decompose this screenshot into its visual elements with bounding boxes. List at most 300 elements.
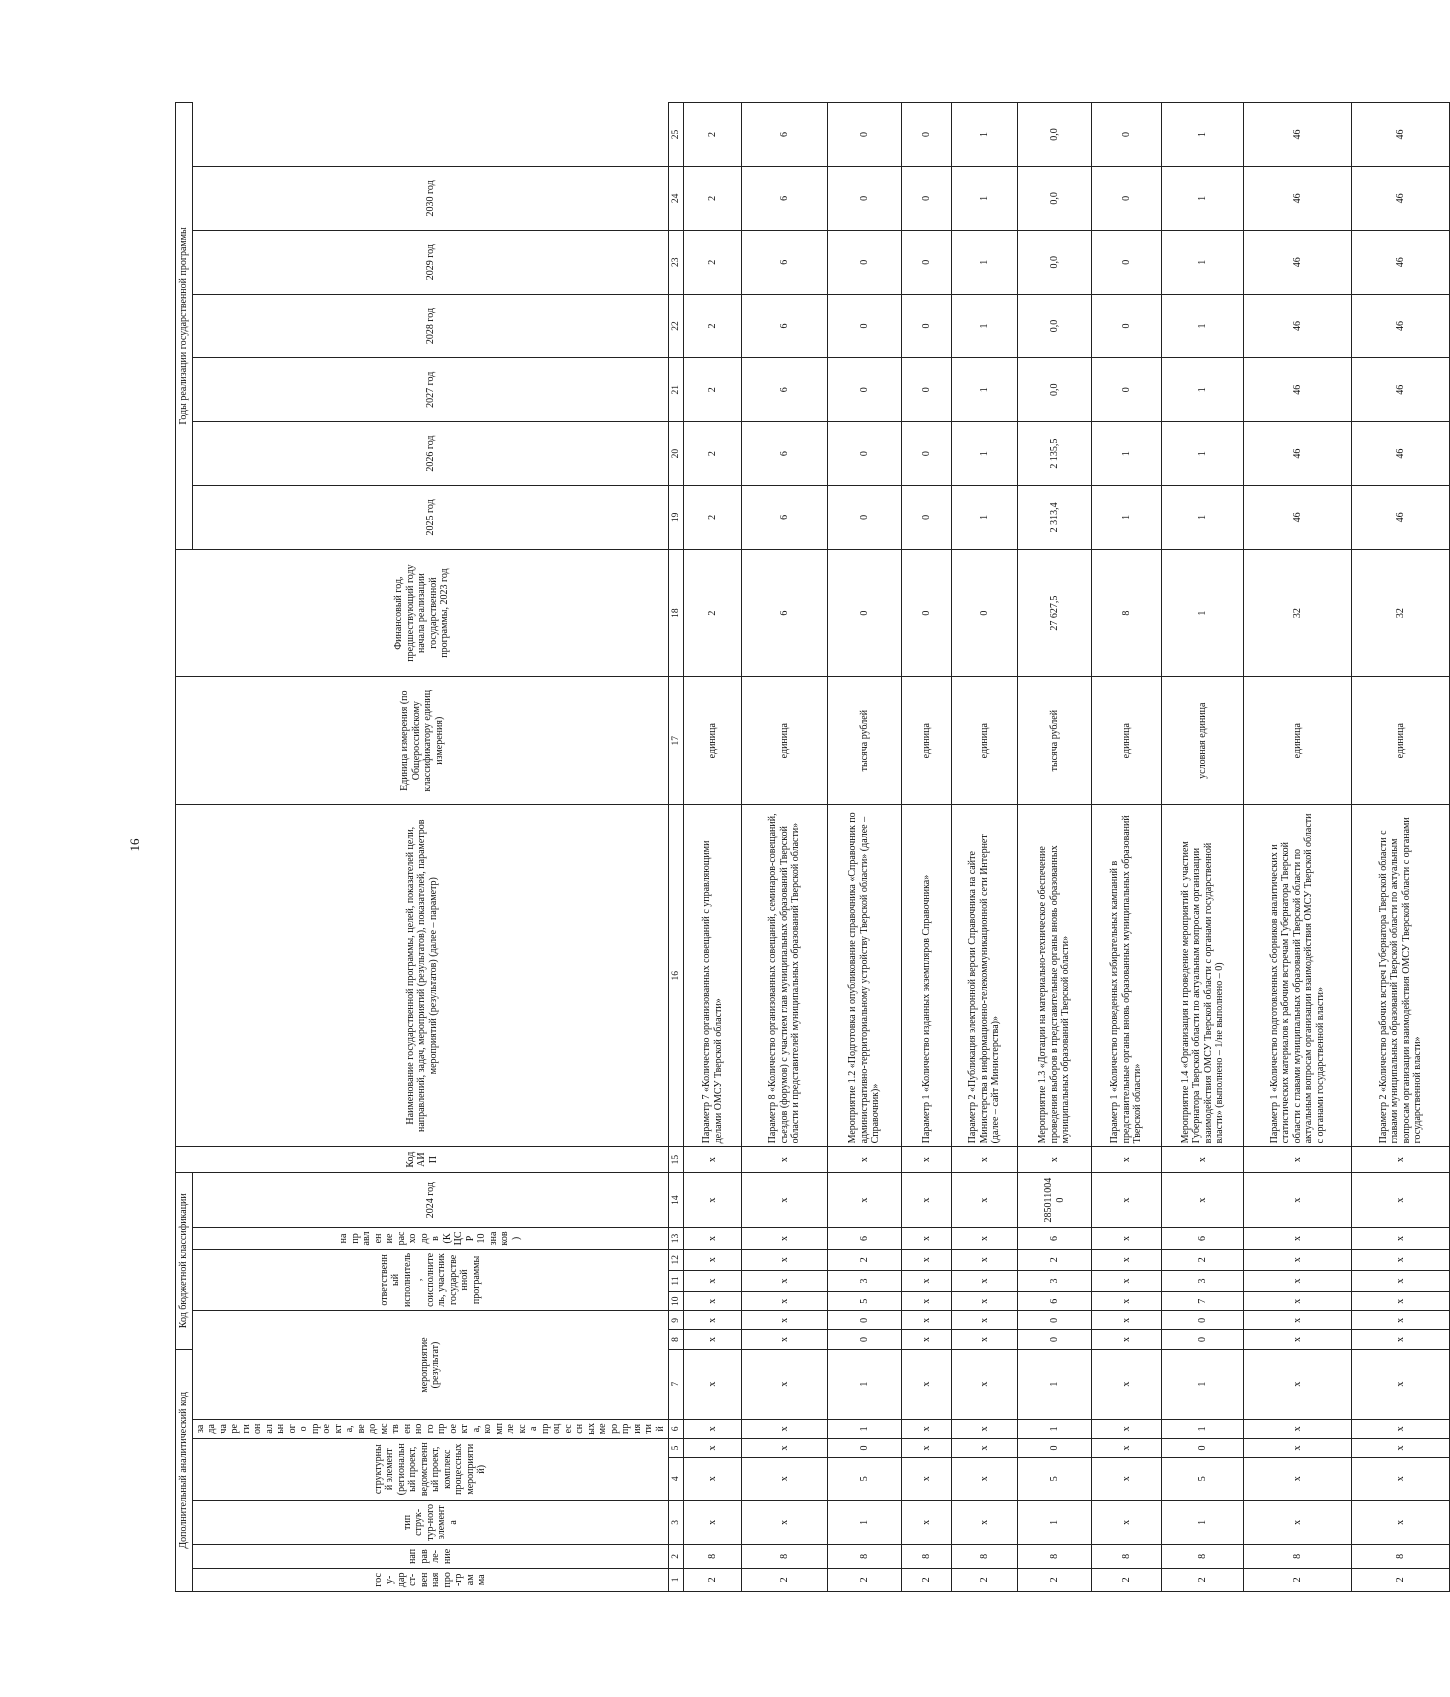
code-cell: 6: [828, 1228, 902, 1249]
code-cell: 1: [828, 1419, 902, 1438]
code-cell: х: [684, 1438, 742, 1457]
code-cell: х: [742, 1438, 828, 1457]
row-name: Мероприятие 1.4 «Организация и проведение мероприятий с участием Губернатора Тверской области по актуальным вопросам организации взаимодействия ОМСУ Тверской области с органами государственной власти» (выполнено – 1/не выполнено – 0): [1162, 804, 1244, 1146]
code-cell: х: [902, 1330, 952, 1349]
row-unit: условная единица: [1162, 677, 1244, 805]
code-cell: х: [742, 1330, 828, 1349]
row-fin-2023: 32: [1352, 549, 1450, 677]
code-cell: х: [952, 1270, 1018, 1291]
year-value: 0: [1092, 103, 1162, 167]
code-cell: 8: [902, 1545, 952, 1568]
table-row: [952, 103, 1018, 1592]
year-value: 1: [1092, 485, 1162, 549]
code-cell: х: [742, 1270, 828, 1291]
code-cell: 6: [1162, 1228, 1244, 1249]
year-value: 0: [1092, 294, 1162, 358]
code-cell: х: [1352, 1292, 1450, 1311]
code-cell: х: [684, 1292, 742, 1311]
column-number: 21: [669, 358, 684, 422]
rotated-table-wrapper: [175, 102, 1423, 1592]
code-cell: х: [1092, 1311, 1162, 1330]
year-value: 46: [1244, 166, 1352, 230]
year-value: 6: [742, 422, 828, 486]
year-value: 0,0: [1018, 103, 1092, 167]
code-cell: 2: [1352, 1568, 1450, 1591]
column-number: 14: [669, 1172, 684, 1227]
year-value: 1: [1162, 230, 1244, 294]
code-cell: 0: [828, 1330, 902, 1349]
code-cell: х: [684, 1228, 742, 1249]
year-value: 0: [828, 422, 902, 486]
code-cell: 1: [1018, 1349, 1092, 1419]
code-cell: 1: [1018, 1419, 1092, 1438]
code-cell: 2: [902, 1568, 952, 1591]
column-number: 3: [669, 1500, 684, 1545]
column-number: 15: [669, 1147, 684, 1173]
code-cell: 8: [1092, 1545, 1162, 1568]
table-row: [1018, 103, 1092, 1592]
year-value: 6: [742, 166, 828, 230]
row-name: Параметр 1 «Количество изданных экземпляров Справочника»: [902, 804, 952, 1146]
row-unit: единица: [1352, 677, 1450, 805]
code-cell: х: [952, 1349, 1018, 1419]
code-cell: 0: [828, 1311, 902, 1330]
code-cell: х: [1092, 1349, 1162, 1419]
code-cell: 2850110040: [1018, 1172, 1092, 1227]
code-cell: х: [1092, 1292, 1162, 1311]
code-cell: х: [1244, 1270, 1352, 1291]
code-cell: х: [1352, 1228, 1450, 1249]
code-cell: х: [1352, 1172, 1450, 1227]
year-value: 46: [1244, 103, 1352, 167]
header-tip: тип струк-тур-ного элемента: [192, 1500, 669, 1545]
row-fin-2023: 32: [1244, 549, 1352, 677]
row-unit: единица: [1244, 677, 1352, 805]
header-name: Наименование государственной программы, целей, показателей цели, направлений, задач, мероприятий (результатов), показателей, параметров мероприятий (результатов) (далее – параметр): [176, 804, 669, 1146]
code-cell: 5: [1018, 1458, 1092, 1501]
code-cell: х: [952, 1330, 1018, 1349]
code-cell: х: [902, 1500, 952, 1545]
code-cell: 8: [828, 1545, 902, 1568]
code-cell: х: [902, 1249, 952, 1270]
year-value: 6: [742, 294, 828, 358]
code-cell: 0: [1162, 1330, 1244, 1349]
year-value: 2 313,4: [1018, 485, 1092, 549]
code-cell: х: [1352, 1249, 1450, 1270]
code-cell: 8: [952, 1545, 1018, 1568]
code-cell: 0: [1018, 1438, 1092, 1457]
code-cell: х: [684, 1311, 742, 1330]
code-cell: х: [742, 1311, 828, 1330]
header-zadacha: задача регионального проекта, ведомственного проекта, комплекса процессных мероприятий: [192, 1419, 669, 1438]
header-year-2029: 2029 год: [192, 230, 669, 294]
year-value: 1: [1162, 358, 1244, 422]
code-cell: х: [1352, 1349, 1450, 1419]
row-name: Параметр 1 «Количество подготовленных сборников аналитических и статистических материалов к рабочим встречам Губернатора Тверской области с главами муниципальных образований Тверской области по актуальным вопросам организации взаимодействия ОМСУ Тверской области с органами государственной власти»: [1244, 804, 1352, 1146]
row-fin-2023: 8: [1092, 549, 1162, 677]
column-number: 24: [669, 166, 684, 230]
year-value: 2: [684, 166, 742, 230]
code-cell: 6: [1018, 1228, 1092, 1249]
year-value: 1: [952, 166, 1018, 230]
header-year-2025: 2025 год: [192, 485, 669, 549]
code-cell: 8: [742, 1545, 828, 1568]
code-cell: х: [902, 1419, 952, 1438]
code-cell: х: [1244, 1249, 1352, 1270]
code-cell: 1: [828, 1500, 902, 1545]
year-value: 46: [1352, 422, 1450, 486]
code-cell: х: [1352, 1458, 1450, 1501]
code-cell: 8: [1018, 1545, 1092, 1568]
code-cell: 3: [828, 1270, 902, 1291]
table-row: [1244, 103, 1352, 1592]
header-aip: Код АИП: [176, 1147, 669, 1173]
header-fin-year: Финансовый год, предшествующий году начала реализации государственной программы, 2023 год: [176, 549, 669, 677]
year-value: 1: [952, 230, 1018, 294]
header-napr-rash: направление расходов (КЦСР 10 знаков): [192, 1228, 669, 1249]
header-struct: структурный элемент (региональный проект, ведомственный проект, комплекс процессных мероприятий): [192, 1438, 669, 1500]
code-cell: 8: [1162, 1545, 1244, 1568]
code-cell: х: [952, 1500, 1018, 1545]
code-cell: 5: [828, 1292, 902, 1311]
year-value: 1: [952, 103, 1018, 167]
code-cell: х: [1352, 1330, 1450, 1349]
code-cell: х: [1244, 1147, 1352, 1173]
code-cell: х: [684, 1249, 742, 1270]
year-value: 0: [828, 103, 902, 167]
year-value: 0: [902, 166, 952, 230]
table-row: [1092, 103, 1162, 1592]
row-unit: единица: [742, 677, 828, 805]
code-cell: х: [1092, 1458, 1162, 1501]
code-cell: 5: [1162, 1458, 1244, 1501]
year-value: 2: [684, 422, 742, 486]
column-number: 2: [669, 1545, 684, 1568]
year-value: 46: [1244, 485, 1352, 549]
code-cell: х: [1092, 1500, 1162, 1545]
code-cell: х: [1352, 1500, 1450, 1545]
code-cell: 1: [1018, 1500, 1092, 1545]
year-value: 2: [684, 294, 742, 358]
code-cell: 2: [742, 1568, 828, 1591]
header-year-2028: 2028 год: [192, 294, 669, 358]
code-cell: х: [1352, 1311, 1450, 1330]
code-cell: х: [902, 1311, 952, 1330]
table-row: [1352, 103, 1450, 1592]
column-numbers-row: [669, 103, 684, 1592]
code-cell: х: [1162, 1147, 1244, 1173]
code-cell: х: [1092, 1270, 1162, 1291]
code-cell: 0: [828, 1438, 902, 1457]
code-cell: 1: [1162, 1419, 1244, 1438]
year-value: 46: [1244, 230, 1352, 294]
code-cell: 3: [1018, 1270, 1092, 1291]
year-value: 46: [1244, 294, 1352, 358]
row-fin-2023: 1: [1162, 549, 1244, 677]
column-number: 1: [669, 1568, 684, 1591]
program-table: [175, 102, 1450, 1592]
code-cell: 2: [828, 1568, 902, 1591]
code-cell: х: [1162, 1172, 1244, 1227]
column-number: 17: [669, 677, 684, 805]
column-number: 4: [669, 1458, 684, 1501]
header-year-2027: 2027 год: [192, 358, 669, 422]
code-cell: 5: [828, 1458, 902, 1501]
table-row: [742, 103, 828, 1592]
code-cell: х: [742, 1172, 828, 1227]
header-kbk: Код бюджетной классификации: [176, 1172, 193, 1349]
code-cell: х: [952, 1292, 1018, 1311]
year-value: 1: [1162, 422, 1244, 486]
year-value: 6: [742, 485, 828, 549]
column-number: 6: [669, 1419, 684, 1438]
header-year-2026: 2026 год: [192, 422, 669, 486]
code-cell: х: [952, 1438, 1018, 1457]
header-napr: направле-ние: [192, 1545, 669, 1568]
code-cell: х: [952, 1147, 1018, 1173]
code-cell: х: [742, 1349, 828, 1419]
year-value: 46: [1244, 358, 1352, 422]
row-fin-2023: 27 627,5: [1018, 549, 1092, 677]
code-cell: х: [684, 1500, 742, 1545]
code-cell: х: [684, 1458, 742, 1501]
code-cell: х: [1244, 1458, 1352, 1501]
row-fin-2023: 0: [902, 549, 952, 677]
year-value: 1: [1162, 166, 1244, 230]
header-years-group: Годы реализации государственной программы: [176, 103, 193, 550]
column-number: 16: [669, 804, 684, 1146]
year-value: 1: [952, 422, 1018, 486]
code-cell: х: [952, 1172, 1018, 1227]
code-cell: х: [1244, 1311, 1352, 1330]
code-cell: х: [1244, 1438, 1352, 1457]
code-cell: 0: [1018, 1330, 1092, 1349]
code-cell: 6: [1018, 1292, 1092, 1311]
code-cell: 2: [952, 1568, 1018, 1591]
code-cell: 1: [828, 1349, 902, 1419]
code-cell: х: [902, 1147, 952, 1173]
year-value: 0,0: [1018, 358, 1092, 422]
header-otv: ответственный исполнитель, соисполнитель, участник государственной программы: [192, 1249, 669, 1311]
row-unit: единица: [684, 677, 742, 805]
code-cell: х: [1244, 1419, 1352, 1438]
code-cell: х: [1244, 1228, 1352, 1249]
code-cell: х: [952, 1249, 1018, 1270]
code-cell: х: [902, 1292, 952, 1311]
year-value: 6: [742, 358, 828, 422]
code-cell: х: [742, 1147, 828, 1173]
code-cell: 8: [1244, 1545, 1352, 1568]
code-cell: 2: [1244, 1568, 1352, 1591]
row-fin-2023: 6: [742, 549, 828, 677]
year-value: 0: [1092, 230, 1162, 294]
code-cell: х: [684, 1330, 742, 1349]
row-name: Параметр 2 «Количество рабочих встреч Губернатора Тверской области с главами муниципальных образований Тверской области по актуальным вопросам организации взаимодействия ОМСУ Тверской области с органами государственной власти»: [1352, 804, 1450, 1146]
year-value: 0: [902, 485, 952, 549]
row-unit: тысяча рублей: [828, 677, 902, 805]
header-meropr: мероприятие (результат): [192, 1311, 669, 1420]
header-gp: госу-дарст-венная про-грамма: [192, 1568, 669, 1591]
table-row: [1162, 103, 1244, 1592]
column-number: 22: [669, 294, 684, 358]
year-value: 0,0: [1018, 166, 1092, 230]
column-number: 9: [669, 1311, 684, 1330]
year-value: 1: [1162, 294, 1244, 358]
code-cell: х: [742, 1292, 828, 1311]
code-cell: 3: [1162, 1270, 1244, 1291]
code-cell: 2: [1092, 1568, 1162, 1591]
code-cell: х: [684, 1270, 742, 1291]
code-cell: х: [1092, 1419, 1162, 1438]
year-value: 46: [1352, 103, 1450, 167]
code-cell: 0: [1162, 1438, 1244, 1457]
column-number: 5: [669, 1438, 684, 1457]
code-cell: х: [742, 1458, 828, 1501]
column-number: 11: [669, 1270, 684, 1291]
code-cell: х: [684, 1147, 742, 1173]
column-number: 18: [669, 549, 684, 677]
code-cell: х: [1092, 1228, 1162, 1249]
year-value: 0: [1092, 166, 1162, 230]
code-cell: х: [902, 1438, 952, 1457]
code-cell: х: [1092, 1172, 1162, 1227]
year-value: 0: [828, 166, 902, 230]
row-unit: единица: [1092, 677, 1162, 805]
row-unit: тысяча рублей: [1018, 677, 1092, 805]
code-cell: х: [1352, 1147, 1450, 1173]
year-value: 0: [828, 230, 902, 294]
code-cell: 2: [684, 1568, 742, 1591]
code-cell: 2: [1018, 1249, 1092, 1270]
code-cell: х: [902, 1228, 952, 1249]
code-cell: х: [902, 1458, 952, 1501]
code-cell: х: [902, 1172, 952, 1227]
code-cell: х: [1092, 1249, 1162, 1270]
code-cell: х: [1244, 1172, 1352, 1227]
year-value: 0: [828, 485, 902, 549]
code-cell: х: [1352, 1438, 1450, 1457]
year-value: 0: [1092, 358, 1162, 422]
code-cell: х: [742, 1419, 828, 1438]
year-value: 2 135,5: [1018, 422, 1092, 486]
column-number: 10: [669, 1292, 684, 1311]
code-cell: х: [1018, 1147, 1092, 1173]
year-value: 2: [684, 485, 742, 549]
code-cell: х: [742, 1249, 828, 1270]
code-cell: х: [742, 1500, 828, 1545]
header-year-2024: 2024 год: [192, 1172, 669, 1227]
year-value: 46: [1352, 358, 1450, 422]
code-cell: 7: [1162, 1292, 1244, 1311]
year-value: 0: [828, 294, 902, 358]
year-value: 1: [952, 358, 1018, 422]
code-cell: х: [684, 1349, 742, 1419]
column-number: 12: [669, 1249, 684, 1270]
code-cell: 2: [1162, 1249, 1244, 1270]
column-number: 25: [669, 103, 684, 167]
header-unit: Единица измерения (по Общероссийскому классификатору единиц измерения): [176, 677, 669, 805]
code-cell: 1: [1162, 1500, 1244, 1545]
row-unit: единица: [902, 677, 952, 805]
year-value: 46: [1352, 166, 1450, 230]
year-value: 1: [952, 485, 1018, 549]
year-value: 0: [902, 422, 952, 486]
year-value: 46: [1352, 294, 1450, 358]
header-year-2030: 2030 год: [192, 166, 669, 230]
code-cell: х: [1092, 1147, 1162, 1173]
column-number: 13: [669, 1228, 684, 1249]
code-cell: х: [952, 1458, 1018, 1501]
code-cell: 8: [1352, 1545, 1450, 1568]
year-value: 0: [902, 103, 952, 167]
code-cell: 1: [1162, 1349, 1244, 1419]
year-value: 6: [742, 103, 828, 167]
year-value: 1: [1162, 103, 1244, 167]
table-row: [902, 103, 952, 1592]
year-value: 1: [1162, 485, 1244, 549]
year-value: 1: [1092, 422, 1162, 486]
code-cell: х: [684, 1172, 742, 1227]
year-value: 0,0: [1018, 230, 1092, 294]
code-cell: 2: [1162, 1568, 1244, 1591]
code-cell: х: [1352, 1270, 1450, 1291]
row-name: Параметр 2 «Публикация электронной версии Справочника на сайте Министерства в информационно-телекоммуникационной сети Интернет (далее – сайт Министерства)»: [952, 804, 1018, 1146]
year-value: 6: [742, 230, 828, 294]
column-number: 20: [669, 422, 684, 486]
code-cell: 2: [828, 1249, 902, 1270]
code-cell: х: [902, 1349, 952, 1419]
code-cell: х: [952, 1311, 1018, 1330]
column-number: 8: [669, 1330, 684, 1349]
code-cell: х: [742, 1228, 828, 1249]
code-cell: х: [1092, 1330, 1162, 1349]
code-cell: 0: [1162, 1311, 1244, 1330]
year-value: 46: [1244, 422, 1352, 486]
code-cell: х: [828, 1172, 902, 1227]
year-value: 0: [828, 358, 902, 422]
row-name: Параметр 7 «Количество организованных совещаний с управляющими делами ОМСУ Тверской области»: [684, 804, 742, 1146]
code-cell: х: [902, 1270, 952, 1291]
column-number: 19: [669, 485, 684, 549]
code-cell: 8: [684, 1545, 742, 1568]
year-value: 2: [684, 230, 742, 294]
row-name: Параметр 8 «Количество организованных совещаний, семинаров-совещаний, съездов (форумов) с участием глав муниципальных образований Тверской области и представителей муниципальных образований Тверской области»: [742, 804, 828, 1146]
year-value: 0,0: [1018, 294, 1092, 358]
row-name: Мероприятие 1.2 «Подготовка и опубликование справочника «Справочник по административно-территориальному устройству Тверской области» (далее – Справочник)»: [828, 804, 902, 1146]
year-value: 0: [902, 230, 952, 294]
code-cell: х: [952, 1228, 1018, 1249]
year-value: 0: [902, 358, 952, 422]
year-value: 46: [1352, 230, 1450, 294]
table-row: [684, 103, 742, 1592]
code-cell: х: [1352, 1419, 1450, 1438]
table-row: [828, 103, 902, 1592]
row-unit: единица: [952, 677, 1018, 805]
year-value: 1: [952, 294, 1018, 358]
year-value: 2: [684, 358, 742, 422]
header-dop-kod: Дополнительный аналитический код: [176, 1349, 193, 1591]
column-number: 7: [669, 1349, 684, 1419]
code-cell: х: [828, 1147, 902, 1173]
code-cell: х: [684, 1419, 742, 1438]
code-cell: х: [1092, 1438, 1162, 1457]
code-cell: 2: [1018, 1568, 1092, 1591]
year-value: 46: [1352, 485, 1450, 549]
code-cell: 0: [1018, 1311, 1092, 1330]
row-name: Мероприятие 1.3 «Дотации на материально-техническое обеспечение проведения выборов в представительные органы вновь образованных муниципальных образований Тверской области»: [1018, 804, 1092, 1146]
code-cell: х: [952, 1419, 1018, 1438]
row-fin-2023: 2: [684, 549, 742, 677]
